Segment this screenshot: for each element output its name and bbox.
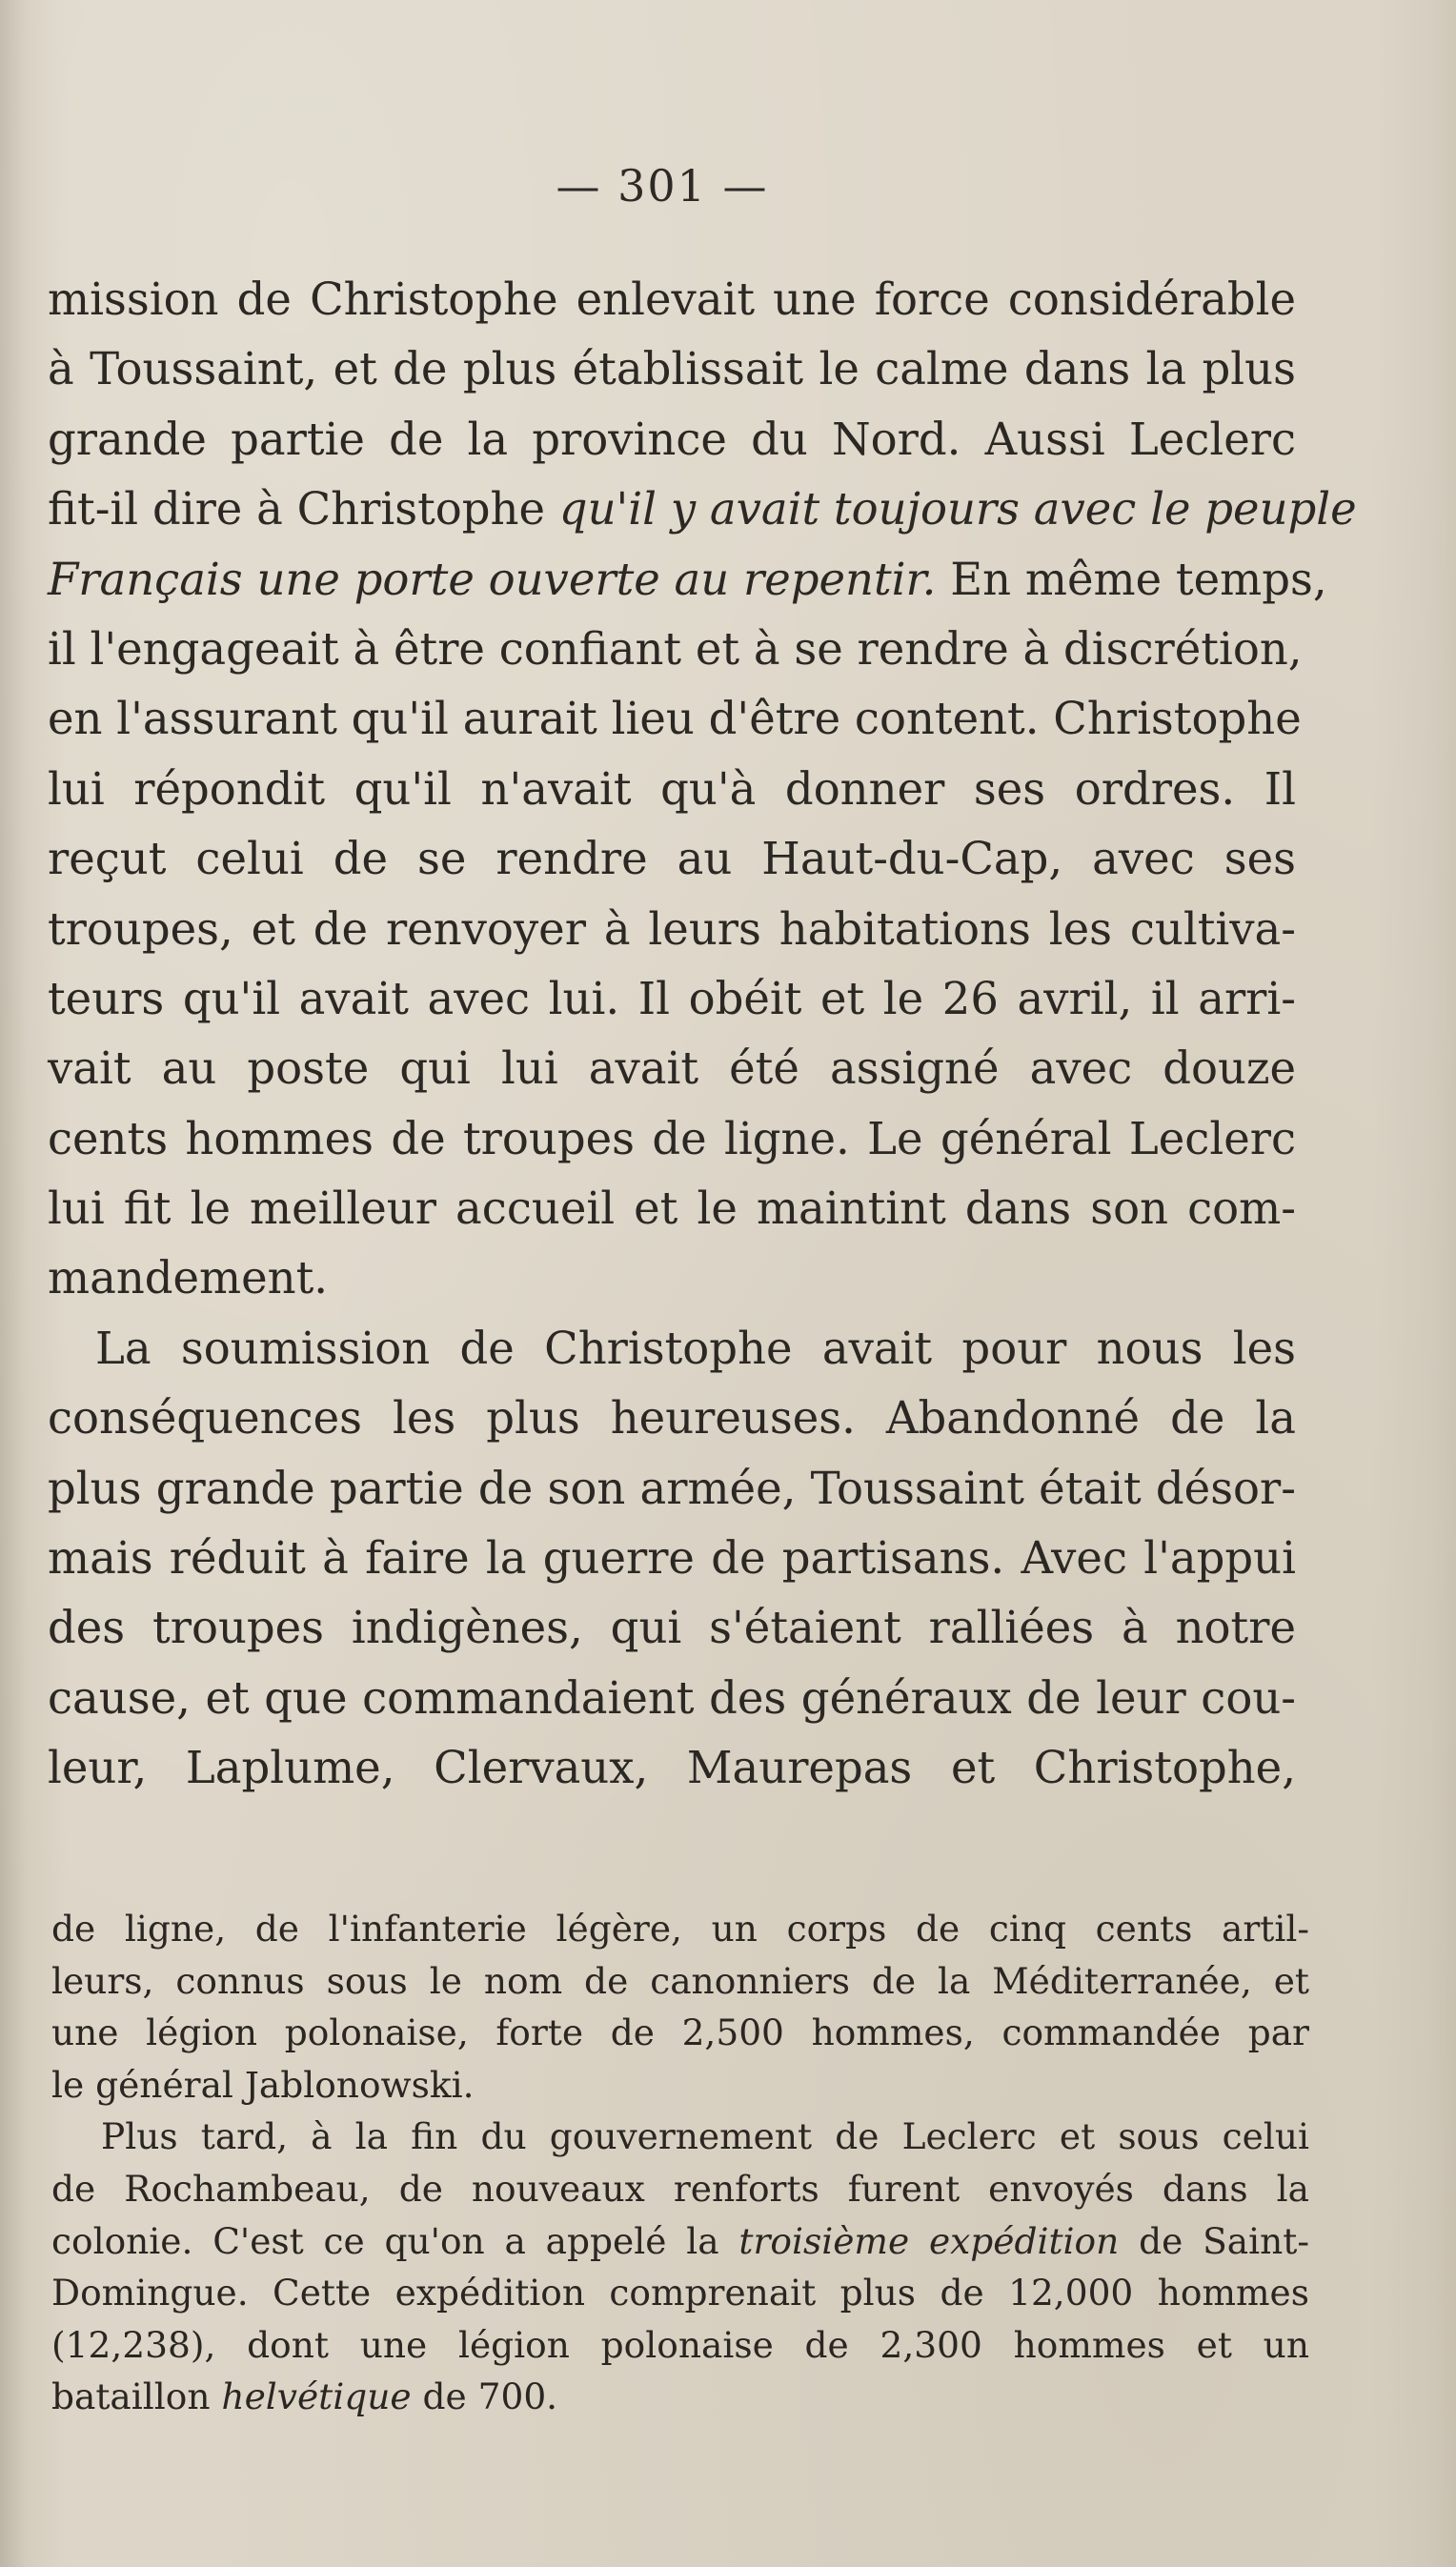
page-number: — 301 — bbox=[556, 160, 769, 212]
text-run: bataillon bbox=[51, 2375, 211, 2418]
text-line: mais réduit à faire la guerre de partisans. Avec l'appui bbox=[48, 1532, 1296, 1585]
text-line: cause, et que commandaient des généraux de leur cou- bbox=[48, 1671, 1296, 1724]
footnote-line: Plus tard, à la fin du gouvernement de Leclerc et sous celui bbox=[101, 2115, 1309, 2158]
text-run: de 700. bbox=[422, 2375, 558, 2418]
text-line: reçut celui de se rendre au Haut-du-Cap, avec ses bbox=[48, 833, 1296, 885]
text-line: plus grande partie de son armée, Toussaint était désor- bbox=[48, 1462, 1296, 1514]
footnote-line: une légion polonaise, forte de 2,500 hommes, commandée par bbox=[51, 2011, 1309, 2054]
text-line: La soumission de Christophe avait pour nous les bbox=[95, 1322, 1296, 1374]
footnote-line: Domingue. Cette expédition comprenait plus de 12,000 hommes bbox=[51, 2272, 1309, 2314]
text-line: teurs qu'il avait avec lui. Il obéit et le 26 avril, il arri- bbox=[48, 972, 1296, 1024]
italic-run: troisième expédition bbox=[738, 2219, 1120, 2262]
text-line: vait au poste qui lui avait été assigné avec douze bbox=[48, 1042, 1296, 1095]
footnote-line bbox=[51, 2215, 1309, 2268]
footnote-line bbox=[51, 2371, 1309, 2423]
text-line: mission de Christophe enlevait une force considérable bbox=[48, 273, 1296, 325]
text-line: troupes, et de renvoyer à leurs habitations les cultiva- bbox=[48, 902, 1296, 955]
text-run: de Saint- bbox=[1139, 2219, 1310, 2262]
italic-run: helvétique bbox=[221, 2375, 412, 2418]
text-line: mandement. bbox=[48, 1252, 329, 1304]
footnote-line: (12,238), dont une légion polonaise de 2,300 hommes et un bbox=[51, 2323, 1309, 2366]
text-line: grande partie de la province du Nord. Aussi Leclerc bbox=[48, 413, 1296, 465]
text-line: il l'engageait à être confiant et à se rendre à discrétion, bbox=[48, 622, 1303, 675]
main-text bbox=[48, 265, 1357, 1804]
text-line: des troupes indigènes, qui s'étaient ralliées à notre bbox=[48, 1602, 1296, 1654]
text-line: conséquences les plus heureuses. Abandonné de la bbox=[48, 1392, 1296, 1445]
text-line bbox=[48, 545, 1327, 615]
footnotes bbox=[51, 1903, 1309, 2423]
text-line: en l'assurant qu'il aurait lieu d'être content. Christophe bbox=[48, 693, 1302, 745]
footnote-line: le général Jablonowski. bbox=[51, 2063, 475, 2106]
footnote-line: de Rochambeau, de nouveaux renforts furent envoyés dans la bbox=[51, 2167, 1309, 2210]
text-line: leur, Laplume, Clervaux, Maurepas et Christophe, bbox=[48, 1742, 1296, 1794]
text-run: colonie. C'est ce qu'on a appelé la bbox=[51, 2219, 719, 2262]
footnote-line: de ligne, de l'infanterie légère, un corps de cinq cents artil- bbox=[51, 1908, 1309, 1950]
italic-run: Français une porte ouverte au repentir. bbox=[48, 553, 937, 605]
text-run: fit-il dire à Christophe bbox=[48, 483, 546, 536]
text-run: En même temps, bbox=[950, 553, 1327, 605]
text-line: lui répondit qu'il n'avait qu'à donner ses ordres. Il bbox=[48, 762, 1296, 815]
text-line: lui fit le meilleur accueil et le maintint dans son com- bbox=[48, 1182, 1296, 1235]
text-line: cents hommes de troupes de ligne. Le général Leclerc bbox=[48, 1112, 1296, 1164]
italic-run: qu'il y avait toujours avec le peuple bbox=[558, 483, 1357, 536]
text-line bbox=[48, 475, 1357, 544]
text-line: à Toussaint, et de plus établissait le calme dans la plus bbox=[48, 343, 1296, 395]
footnote-line: leurs, connus sous le nom de canonniers de la Méditerranée, et bbox=[51, 1959, 1309, 2002]
